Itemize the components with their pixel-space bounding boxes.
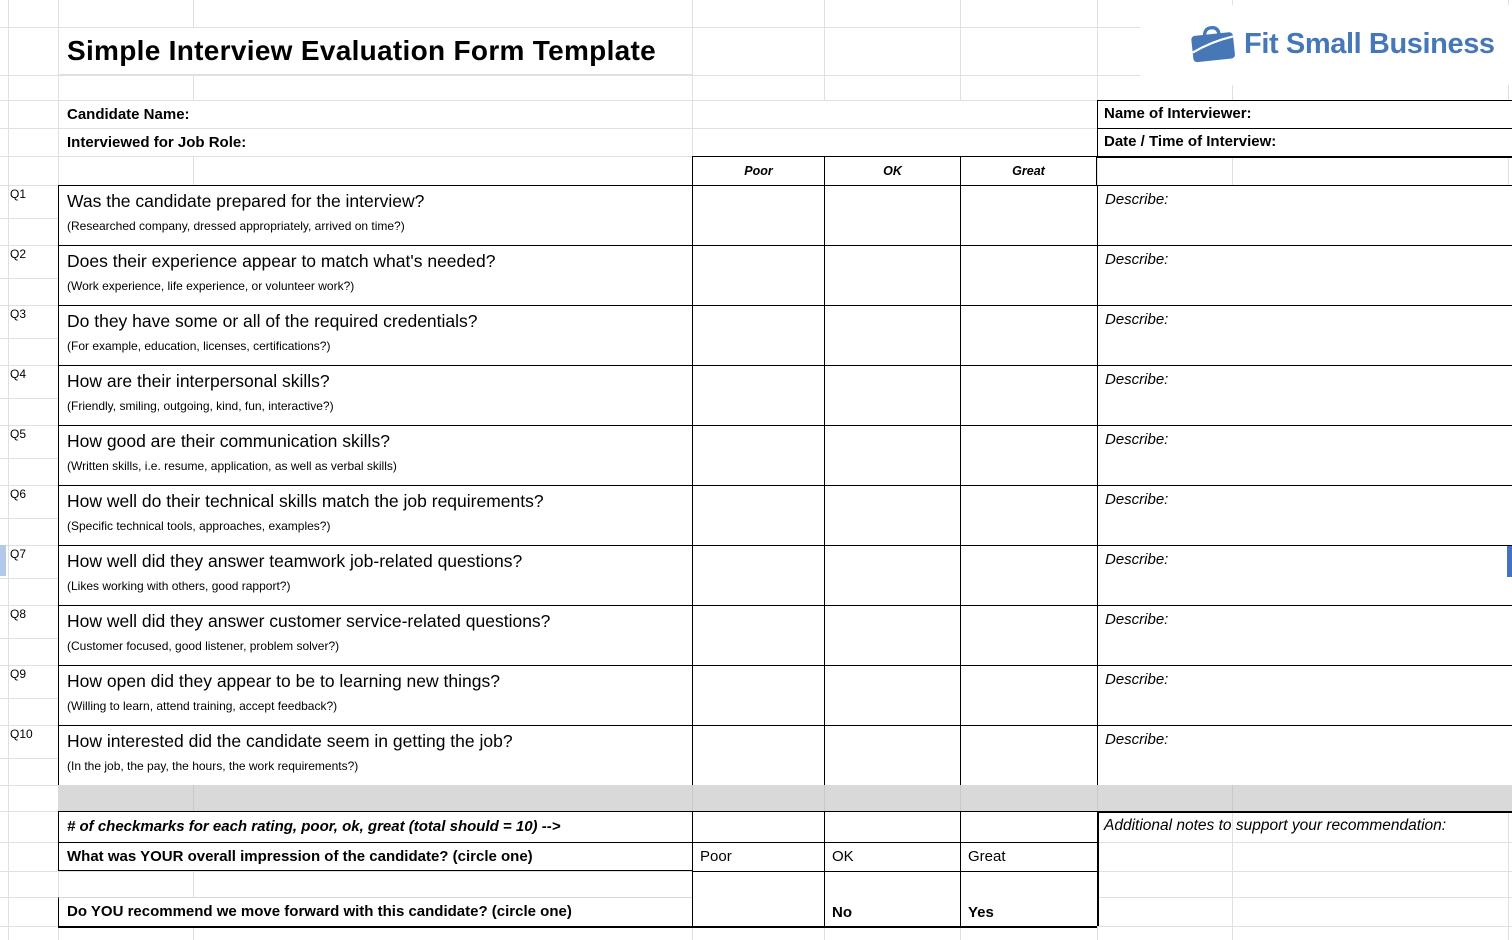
rating-cell-poor[interactable] [692,545,825,606]
describe-label: Describe: [1105,671,1169,688]
briefcase-icon [1190,24,1236,64]
rating-cell-great[interactable] [960,605,1098,666]
checkmark-count-ok-cell[interactable] [824,811,960,842]
question-number: Q5 [10,427,27,441]
describe-label: Describe: [1105,551,1169,568]
question-number: Q10 [10,727,33,741]
question-number: Q7 [10,547,27,561]
checkmarks-label: # of checkmarks for each rating, poor, ok, great (total should = 10) --> [58,811,692,842]
question-text: How well did they answer teamwork job-related questions? [67,551,523,571]
question-text: Does their experience appear to match what's needed? [67,251,496,271]
notes-input-area[interactable] [1098,842,1512,926]
describe-label: Describe: [1105,311,1169,328]
question-text: How open did they appear to be to learning new things? [67,671,500,691]
rating-cell-ok[interactable] [824,365,961,426]
job-role-label: Interviewed for Job Role: [58,128,692,156]
question-hint: (Researched company, dressed appropriately, arrived on time?) [67,219,405,233]
rating-cell-poor[interactable] [692,305,825,366]
impression-option-great[interactable]: Great [960,842,1097,871]
rating-cell-poor[interactable] [692,245,825,306]
band-separator [960,785,961,811]
rating-cell-ok[interactable] [824,245,961,306]
row-selection-strip-left [0,545,6,576]
describe-label: Describe: [1105,611,1169,628]
checkmark-count-poor-cell[interactable] [692,811,824,842]
question-row [0,305,1512,365]
question-hint: (In the job, the pay, the hours, the work requirements?) [67,759,359,773]
band-separator [692,785,693,811]
rating-cell-poor[interactable] [692,665,825,726]
describe-cell[interactable] [1097,185,1512,246]
question-row [0,665,1512,725]
notes-top-border [1097,811,1512,813]
question-number: Q3 [10,307,27,321]
question-text: Was the candidate prepared for the interview? [67,191,425,211]
describe-cell[interactable] [1097,365,1512,426]
question-hint: (Specific technical tools, approaches, examples?) [67,519,331,533]
rating-cell-ok[interactable] [824,545,961,606]
question-row [0,545,1512,605]
describe-label: Describe: [1105,431,1169,448]
question-cell [58,425,693,486]
question-cell [58,605,693,666]
question-hint: (Work experience, life experience, or volunteer work?) [67,279,355,293]
describe-cell[interactable] [1097,665,1512,726]
question-cell [58,365,693,426]
question-hint: (Willing to learn, attend training, accept feedback?) [67,699,338,713]
question-cell [58,545,693,606]
question-row [0,365,1512,425]
recommend-option-blank[interactable] [692,871,824,926]
candidate-name-input-cell[interactable] [692,100,1097,128]
datetime-label[interactable]: Date / Time of Interview: [1097,128,1512,156]
band-separator [193,785,194,811]
question-text: Do they have some or all of the required credentials? [67,311,478,331]
rating-cell-great[interactable] [960,545,1098,606]
rating-cell-ok[interactable] [824,665,961,726]
question-cell [58,245,693,306]
rating-cell-great[interactable] [960,305,1098,366]
interviewer-box-bottom-border [1097,156,1512,158]
rating-cell-poor[interactable] [692,185,825,246]
impression-option-ok[interactable]: OK [824,842,960,871]
impression-option-poor[interactable]: Poor [692,842,824,871]
rating-cell-ok[interactable] [824,485,961,546]
band-separator [1097,785,1098,811]
question-row [0,485,1512,545]
describe-label: Describe: [1105,491,1169,508]
interviewer-label[interactable]: Name of Interviewer: [1097,100,1512,128]
rating-cell-poor[interactable] [692,605,825,666]
question-cell [58,305,693,366]
notes-label: Additional notes to support your recommendation: [1104,817,1447,834]
describe-cell[interactable] [1097,485,1512,546]
question-text: How well did they answer customer service-related questions? [67,611,551,631]
rating-cell-great[interactable] [960,725,1098,786]
rating-cell-ok[interactable] [824,605,961,666]
rating-cell-ok[interactable] [824,725,961,786]
rating-cell-poor[interactable] [692,485,825,546]
question-text: How interested did the candidate seem in getting the job? [67,731,513,751]
describe-cell[interactable] [1097,305,1512,366]
describe-cell[interactable] [1097,725,1512,786]
question-hint: (Friendly, smiling, outgoing, kind, fun, interactive?) [67,399,334,413]
question-hint: (Likes working with others, good rapport?) [67,579,291,593]
describe-cell[interactable] [1097,245,1512,306]
question-cell [58,185,693,246]
rating-cell-poor[interactable] [692,365,825,426]
candidate-name-label: Candidate Name: [58,100,692,128]
rating-cell-great[interactable] [960,365,1098,426]
question-cell [58,665,693,726]
page-title: Simple Interview Evaluation Form Template [58,27,692,75]
question-text: How are their interpersonal skills? [67,371,330,391]
rating-header-poor: Poor [692,156,824,185]
recommend-option-yes[interactable]: Yes [960,871,1097,926]
question-row [0,605,1512,665]
rating-cell-ok[interactable] [824,305,961,366]
logo [1190,20,1500,68]
describe-label: Describe: [1105,191,1169,208]
rating-cell-poor[interactable] [692,725,825,786]
cell-selection-strip-right [1507,546,1512,577]
question-number: Q9 [10,667,27,681]
rating-cell-great[interactable] [960,185,1098,246]
impression-label: What was YOUR overall impression of the candidate? (circle one) [58,842,692,871]
question-row [0,425,1512,485]
question-hint: (For example, education, licenses, certifications?) [67,339,331,353]
summary-bottom-border [58,926,1097,928]
describe-cell[interactable] [1097,605,1512,666]
recommend-option-no[interactable]: No [824,871,960,926]
question-number: Q1 [10,187,27,201]
question-text: How well do their technical skills match the job requirements? [67,491,544,511]
recommend-label: Do YOU recommend we move forward with this candidate? (circle one) [58,897,692,926]
describe-cell[interactable] [1097,425,1512,486]
question-row [0,185,1512,245]
rating-header-great: Great [960,156,1097,185]
rating-cell-great[interactable] [960,245,1098,306]
rating-cell-great[interactable] [960,665,1098,726]
question-number: Q8 [10,607,27,621]
question-hint: (Customer focused, good listener, problem solver?) [67,639,340,653]
band-separator [824,785,825,811]
job-role-input-cell[interactable] [692,128,1097,156]
rating-header-ok: OK [824,156,960,185]
band-separator [1232,785,1233,811]
rating-cell-great[interactable] [960,425,1098,486]
describe-cell[interactable] [1097,545,1512,606]
describe-label: Describe: [1105,251,1169,268]
checkmark-count-great-cell[interactable] [960,811,1097,842]
rating-cell-poor[interactable] [692,425,825,486]
rating-cell-ok[interactable] [824,185,961,246]
question-number: Q2 [10,247,27,261]
rating-cell-ok[interactable] [824,425,961,486]
describe-label: Describe: [1105,371,1169,388]
question-number: Q6 [10,487,27,501]
logo-text: Fit Small Business [1244,27,1495,60]
question-cell [58,725,693,786]
rating-cell-great[interactable] [960,485,1098,546]
question-cell [58,485,693,546]
gray-separator-band [58,785,1512,811]
question-hint: (Written skills, i.e. resume, application, as well as verbal skills) [67,459,397,473]
describe-label: Describe: [1105,731,1169,748]
question-row [0,725,1512,785]
question-text: How good are their communication skills? [67,431,390,451]
question-number: Q4 [10,367,27,381]
question-row [0,245,1512,305]
